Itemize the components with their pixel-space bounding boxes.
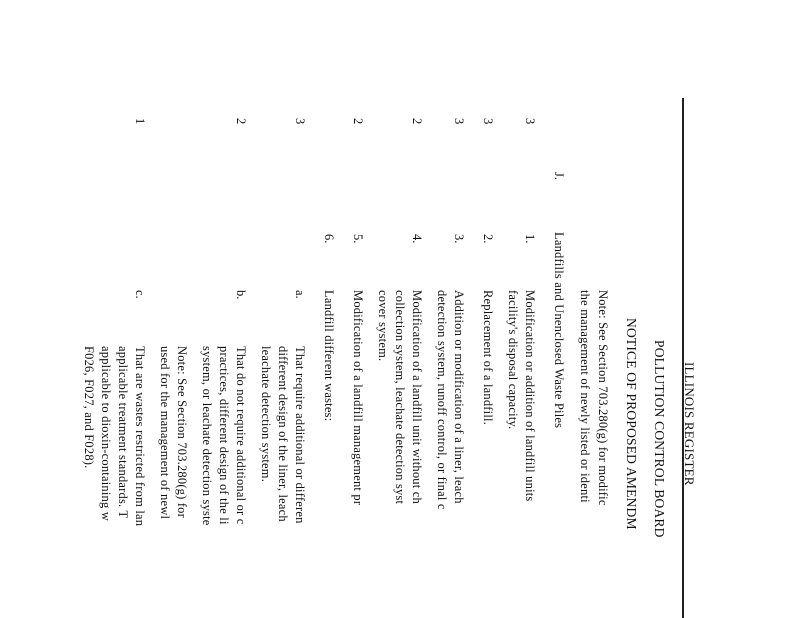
item-number: 1. xyxy=(523,234,537,244)
class-value: 3 xyxy=(523,118,537,125)
subitem-text-line: applicable treatment standards. T xyxy=(116,346,130,519)
item-text-line: Replacement of a landfill. xyxy=(481,290,495,426)
subitem-text-line: different design of the liner, leach xyxy=(276,346,290,522)
board-title: POLLUTION CONTROL BOARD xyxy=(652,340,667,538)
subitem-text-line: That are wastes restricted from lan xyxy=(133,346,147,527)
column-rule xyxy=(682,232,684,270)
top-note-line-2: the management of newly listed or identi xyxy=(578,290,592,503)
class-value: 2 xyxy=(410,118,424,125)
section-letter: J. xyxy=(552,172,566,180)
register-title: ILLINOIS REGISTER xyxy=(682,362,697,486)
subitem-text-line: system, or leachate detection syste xyxy=(200,346,214,526)
item-number: 5. xyxy=(351,234,365,244)
class-value: 3 xyxy=(293,118,307,125)
item-text-line: Modification or addition of landfill units xyxy=(523,290,537,502)
item-number: 4. xyxy=(410,234,424,244)
section-title: Landfills and Unenclosed Waste Piles xyxy=(552,232,566,429)
header-rule xyxy=(682,98,684,618)
item-text-line: facility's disposal capacity. xyxy=(506,290,520,430)
subitem-letter: b. xyxy=(234,290,248,300)
item-text-line: collection system, leachate detection syst xyxy=(393,290,407,505)
class-value: 3 xyxy=(481,118,495,125)
subitem-note-line: used for the management of newl xyxy=(158,346,172,520)
item-number: 6. xyxy=(322,234,336,244)
subitem-text-line: That do not require additional or c xyxy=(234,346,248,525)
subitem-text-line: leachate detection system. xyxy=(259,346,273,483)
item-text-line: Landfill different wastes: xyxy=(322,290,336,422)
item-text-line: Modification of a landfill unit without ch xyxy=(410,290,424,504)
item-text-line: cover system. xyxy=(376,290,390,362)
subitem-note-line: Note: See Section 703.280(g) for xyxy=(175,346,189,518)
subitem-letter: c. xyxy=(133,290,147,299)
column-rule xyxy=(682,348,684,356)
item-number: 2. xyxy=(481,234,495,244)
top-note-line-1: Note: See Section 703.280(g) for modific xyxy=(596,290,610,506)
subitem-text-line: F026, F027, and F028). xyxy=(82,346,96,469)
subitem-text-line: applicable to dioxin-containing w xyxy=(99,346,113,521)
column-rule xyxy=(682,98,684,164)
column-rule xyxy=(682,178,684,220)
item-text-line: Addition or modification of a liner, leach xyxy=(452,290,466,504)
class-value: 3 xyxy=(452,118,466,125)
subitem-letter: a. xyxy=(293,290,307,299)
subitem-text-line: That require additional or differen xyxy=(293,346,307,524)
item-number: 3. xyxy=(452,234,466,244)
item-text-line: detection system, runoff control, or final c xyxy=(435,290,449,510)
subitem-text-line: practices, different design of the li xyxy=(217,346,231,525)
class-value: 2 xyxy=(351,118,365,125)
class-value: 1 xyxy=(133,118,147,125)
notice-title: NOTICE OF PROPOSED AMENDM xyxy=(624,318,639,530)
item-text-line: Modification of a landfill management pr xyxy=(351,290,365,506)
class-value: 2 xyxy=(234,118,248,125)
